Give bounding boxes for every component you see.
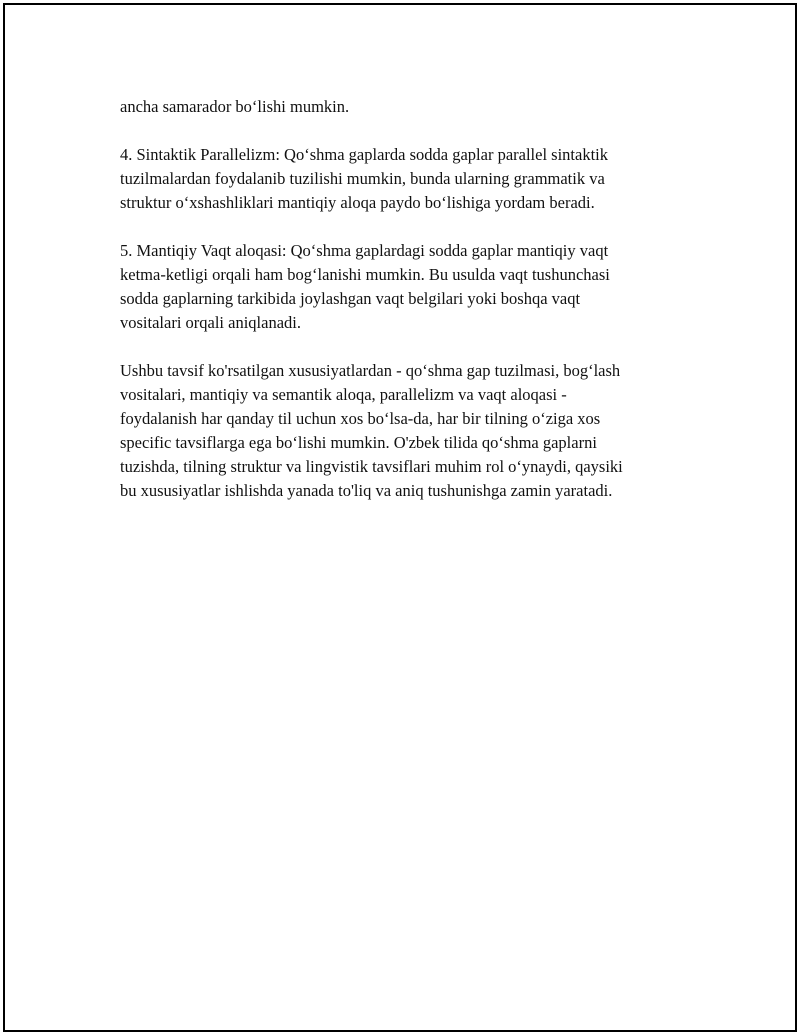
- text-line: 5. Mantiqiy Vaqt aloqasi: Qo‘shma gaplardagi sodda gaplar mantiqiy vaqt: [120, 241, 609, 260]
- paragraph-summary: [120, 359, 700, 503]
- text-line: ancha samarador bo‘lishi mumkin.: [120, 97, 350, 116]
- text-line: specific tavsiflarga ega bo‘lishi mumkin. O'zbek tilida qo‘shma gaplarni: [120, 433, 597, 452]
- paragraph-continuation: [120, 95, 700, 119]
- text-line: vositalari, mantiqiy va semantik aloqa, parallelizm va vaqt aloqasi -: [120, 385, 567, 404]
- text-line: tuzilmalardan foydalanib tuzilishi mumkin, bunda ularning grammatik va: [120, 169, 605, 188]
- text-line: vositalari orqali aniqlanadi.: [120, 313, 301, 332]
- document-body: [120, 95, 700, 527]
- text-line: struktur o‘xshashliklari mantiqiy aloqa paydo bo‘lishiga yordam beradi.: [120, 193, 595, 212]
- text-line: bu xususiyatlar ishlishda yanada to'liq va aniq tushunishga zamin yaratadi.: [120, 481, 613, 500]
- text-line: ketma-ketligi orqali ham bog‘lanishi mumkin. Bu usulda vaqt tushunchasi: [120, 265, 610, 284]
- text-line: Ushbu tavsif ko'rsatilgan xususiyatlardan - qo‘shma gap tuzilmasi, bog‘lash: [120, 361, 621, 380]
- text-line: sodda gaplarning tarkibida joylashgan vaqt belgilari yoki boshqa vaqt: [120, 289, 581, 308]
- page-border: [3, 3, 797, 1032]
- text-line: 4. Sintaktik Parallelizm: Qo‘shma gaplarda sodda gaplar parallel sintaktik: [120, 145, 608, 164]
- text-line: foydalanish har qanday til uchun xos bo‘lsa-da, har bir tilning o‘ziga xos: [120, 409, 601, 428]
- paragraph-logical-time-relation: [120, 239, 700, 335]
- text-line: tuzishda, tilning struktur va lingvistik tavsiflari muhim rol o‘ynaydi, qaysiki: [120, 457, 623, 476]
- paragraph-syntactic-parallelism: [120, 143, 700, 215]
